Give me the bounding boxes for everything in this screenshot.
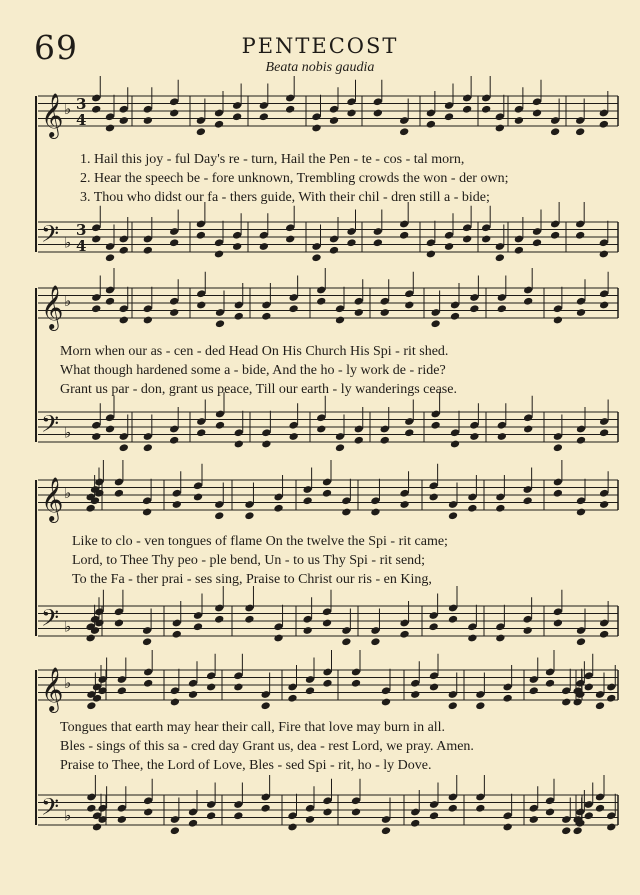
notehead [329,116,339,125]
hymn-title: PENTECOST [241,34,399,58]
time-signature: 3 [76,95,87,113]
treble-clef-icon: 𝄞 [41,285,64,329]
lyric-line: Lord, to Thee Thy peo - ple bend, Un - to us Thy Spi - rit send; [72,553,426,568]
notehead [573,698,583,707]
notehead [142,508,152,517]
notehead [193,493,203,502]
flat-icon: ♭ [64,806,72,825]
notehead [575,231,585,240]
notehead [170,826,180,835]
notehead [259,242,269,251]
notehead [410,819,420,828]
notehead [322,808,332,817]
notehead [215,421,225,430]
notehead [143,116,153,125]
notehead [91,304,101,313]
notehead [322,489,332,498]
notehead [114,619,124,628]
lyrics-system-2 [60,342,630,399]
notehead [354,308,364,317]
notehead [316,297,326,306]
notehead [373,109,383,118]
notehead [481,235,491,244]
notehead [215,319,225,328]
notehead [273,634,283,643]
notehead [599,120,609,129]
notehead [514,246,524,255]
notehead [399,231,409,240]
notehead [316,425,326,434]
notehead [553,443,563,452]
notehead [595,701,605,710]
notehead [462,105,472,114]
notehead [529,815,539,824]
notehead [599,250,609,259]
notehead [346,109,356,118]
notehead [206,811,216,820]
lyric-line: 1. Hail this joy - ful Day's re - turn, Hail the Pen - te - cos - tal morn, [80,152,465,167]
notehead [606,823,616,832]
notehead [599,500,609,509]
notehead [143,679,153,688]
notehead [196,127,206,136]
notehead [335,316,345,325]
hymn-subtitle: Beata nobis gaudia [265,60,375,75]
notehead [244,511,254,520]
treble-clef-icon: 𝄞 [41,93,64,137]
notehead [261,312,271,321]
treble-clef-icon: 𝄞 [41,667,64,711]
notehead [289,304,299,313]
notehead [599,630,609,639]
notehead [143,316,153,325]
notehead [503,823,513,832]
notehead [341,508,351,517]
notehead [289,432,299,441]
notehead [448,701,458,710]
notehead [119,116,129,125]
notehead [429,811,439,820]
notehead [188,819,198,828]
notehead [545,679,555,688]
notehead [105,253,115,262]
lyrics-system-1 [60,150,630,207]
notehead [85,504,95,513]
flat-icon: ♭ [64,233,72,252]
notehead [370,637,380,646]
notehead [448,804,458,813]
notehead [450,312,460,321]
notehead [322,679,332,688]
notehead [305,815,315,824]
notehead [426,120,436,129]
notehead [553,489,563,498]
notehead [206,683,216,692]
notehead [119,316,129,325]
notehead [532,109,542,118]
notehead [448,511,458,520]
notehead [561,826,571,835]
notehead [399,630,409,639]
notehead [105,425,115,434]
notehead [261,804,271,813]
notehead [584,683,594,692]
notehead [410,690,420,699]
notehead [553,619,563,628]
notehead [475,701,485,710]
notehead [86,804,96,813]
notehead [467,634,477,643]
notehead [523,626,533,635]
notehead [232,112,242,121]
lyrics-system-3 [60,532,630,589]
time-signature: 4 [76,237,87,255]
notehead [142,637,152,646]
notehead [234,440,244,449]
notehead [91,105,101,114]
notehead [170,698,180,707]
lyrics-system-4 [60,718,630,775]
notehead [428,622,438,631]
notehead [196,301,206,310]
notehead [92,823,102,832]
notehead [172,630,182,639]
lyric-line: Morn when our as - cen - ded Head On His Church His Spi - rit shed. [60,344,449,359]
notehead [503,694,513,703]
notehead [550,231,560,240]
notehead [172,500,182,509]
notehead [529,686,539,695]
notehead [576,308,586,317]
notehead [117,686,127,695]
notehead [495,504,505,513]
flat-icon: ♭ [64,292,72,310]
time-signature: 4 [76,111,87,129]
notehead [188,690,198,699]
lyric-line: Grant us par - don, grant us peace, Till our earth - ly wanderings cease. [60,382,457,397]
notehead [335,443,345,452]
notehead [259,112,269,121]
notehead [341,637,351,646]
notehead [373,238,383,247]
notehead [426,250,436,259]
notehead [495,253,505,262]
notehead [143,443,153,452]
notehead [469,304,479,313]
treble-clef-icon: 𝄞 [41,477,64,521]
notehead [119,443,129,452]
notehead [430,421,440,430]
notehead [523,297,533,306]
notehead [514,116,524,125]
notehead [302,626,312,635]
notehead [469,432,479,441]
notehead [381,826,391,835]
notehead [550,127,560,136]
lyric-line: 3. Thou who didst our fa - thers guide, With their chil - dren still a - bide; [80,190,490,205]
notehead [448,615,458,624]
notehead [91,432,101,441]
notehead [114,489,124,498]
notehead [261,440,271,449]
lyric-line: To the Fa - ther prai - ses sing, Praise to Christ our ris - en King, [72,572,432,587]
notehead [305,686,315,695]
notehead [576,508,586,517]
notehead [497,304,507,313]
notehead [143,808,153,817]
flat-icon: ♭ [64,674,72,692]
page-number: 69 [34,28,78,67]
notehead [370,508,380,517]
notehead [561,698,571,707]
notehead [545,808,555,817]
notehead [444,112,454,121]
notehead [399,127,409,136]
notehead [91,235,101,244]
notehead [214,615,224,624]
flat-icon: ♭ [64,484,72,502]
notehead [311,253,321,262]
notehead [523,496,533,505]
lyric-line: Tongues that earth may hear their call, Fire that love may burn in all. [60,720,446,735]
notehead [380,436,390,445]
notehead [196,428,206,437]
flat-icon: ♭ [64,617,72,636]
notehead [169,238,179,247]
notehead [285,235,295,244]
notehead [497,432,507,441]
lyric-line: 2. Hear the speech be - fore unknown, Trembling crowds the won - der own; [80,171,509,186]
notehead [599,428,609,437]
bass-clef-icon: 𝄢 [41,793,60,826]
notehead [606,694,616,703]
notehead [354,436,364,445]
notehead [169,109,179,118]
notehead [105,297,115,306]
lyric-line: Bles - sings of this sa - cred day Grant us, dea - rest Lord, we pray. Amen. [60,739,474,754]
notehead [273,504,283,513]
notehead [119,246,129,255]
notehead [404,301,414,310]
notehead [196,231,206,240]
notehead [450,440,460,449]
notehead [429,683,439,692]
lyric-line: What though hardened some a - bide, And the ho - ly work de - ride? [60,363,446,378]
notehead [399,500,409,509]
time-signature: 3 [76,221,87,239]
notehead [599,301,609,310]
notehead [214,250,224,259]
notehead [329,246,339,255]
notehead [86,701,96,710]
notehead [285,105,295,114]
notehead [495,634,505,643]
notehead [553,316,563,325]
notehead [244,615,254,624]
notehead [85,634,95,643]
notehead [233,683,243,692]
lyric-line: Like to clo - ven tongues of flame On the twelve the Spi - rit came; [72,534,448,549]
notehead [169,436,179,445]
notehead [261,701,271,710]
notehead [430,319,440,328]
notehead [404,428,414,437]
notehead [302,496,312,505]
lyric-line: Praise to Thee, the Lord of Love, Bles - sed Spi - rit, ho - ly Dove. [60,758,432,773]
notehead [287,823,297,832]
notehead [143,246,153,255]
notehead [532,238,542,247]
notehead [351,808,361,817]
flat-icon: ♭ [64,423,72,442]
notehead [444,242,454,251]
notehead [584,811,594,820]
notehead [346,238,356,247]
notehead [287,694,297,703]
notehead [576,436,586,445]
notehead [351,679,361,688]
notehead [595,804,605,813]
notehead [193,622,203,631]
notehead [105,124,115,133]
notehead [573,826,583,835]
notehead [428,493,438,502]
notehead [234,312,244,321]
notehead [232,242,242,251]
notehead [169,308,179,317]
notehead [475,804,485,813]
bass-clef-icon: 𝄢 [41,410,60,443]
notehead [575,127,585,136]
notehead [462,235,472,244]
notehead [214,511,224,520]
notehead [322,619,332,628]
notehead [576,637,586,646]
notehead [467,504,477,513]
bass-clef-icon: 𝄢 [41,604,60,637]
notehead [381,698,391,707]
notehead [481,105,491,114]
bass-clef-icon: 𝄢 [41,220,60,253]
flat-icon: ♭ [64,100,72,118]
notehead [233,811,243,820]
notehead [214,120,224,129]
notehead [495,124,505,133]
notehead [117,815,127,824]
notehead [523,425,533,434]
notehead [380,308,390,317]
notehead [311,124,321,133]
